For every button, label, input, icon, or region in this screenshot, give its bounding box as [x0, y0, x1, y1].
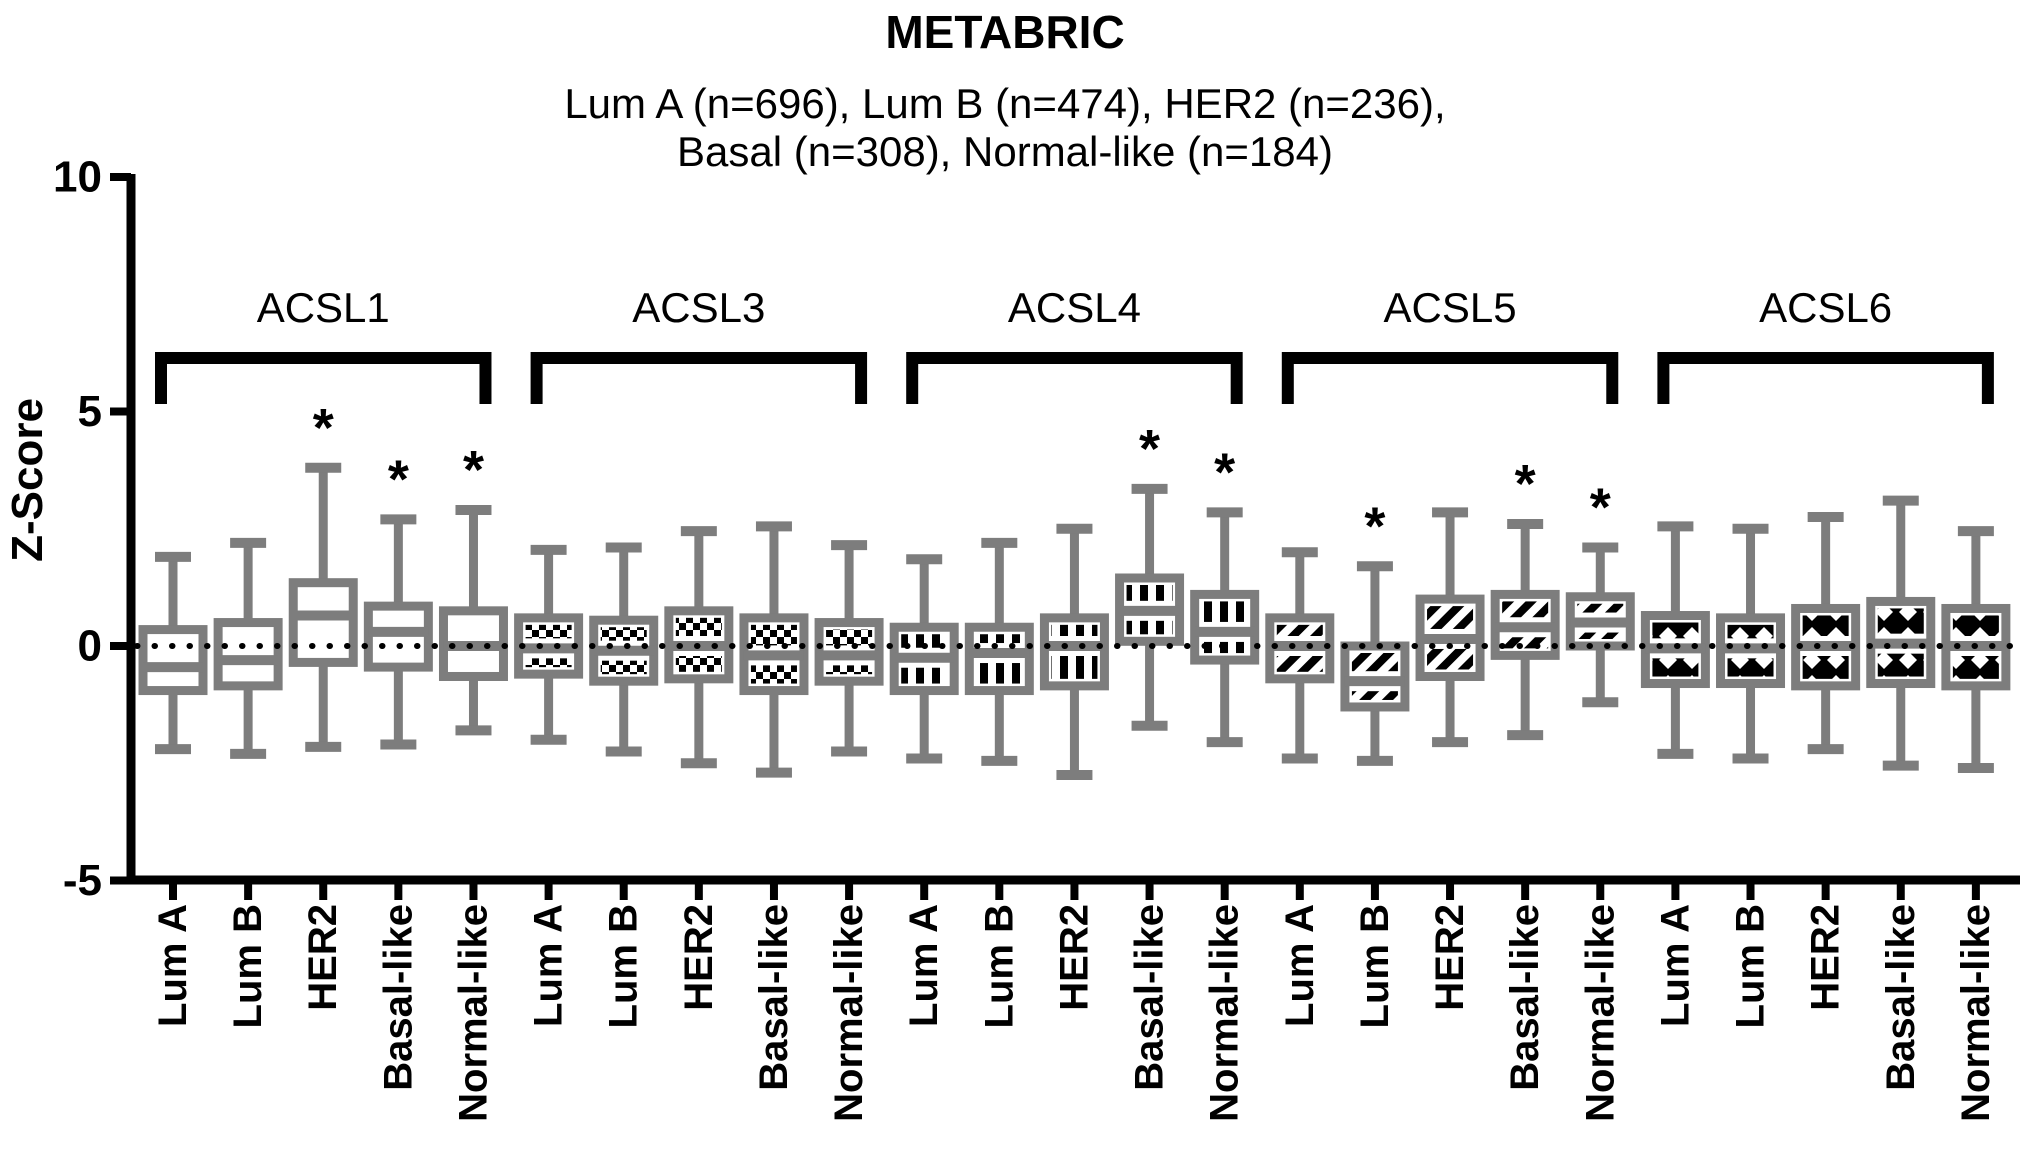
box-open — [293, 583, 353, 663]
x-tick-label: HER2 — [676, 904, 721, 1011]
significance-asterisk: * — [462, 439, 484, 500]
x-tick-label: Lum B — [226, 904, 271, 1029]
x-tick-label: Normal-like — [1578, 904, 1623, 1122]
x-tick-label: Lum B — [977, 904, 1022, 1029]
gene-bracket — [912, 358, 1236, 404]
x-tick-label: Lum A — [151, 904, 195, 1027]
y-tick-label: -5 — [62, 856, 102, 905]
gene-label: ACSL4 — [1007, 284, 1141, 331]
x-tick-label: Basal-like — [751, 904, 796, 1091]
x-tick-label: Lum B — [1728, 904, 1773, 1029]
significance-asterisk: * — [312, 397, 334, 458]
y-tick-label: 5 — [77, 387, 102, 436]
x-tick-label: Lum A — [1653, 904, 1698, 1027]
x-tick-label: Lum A — [902, 904, 947, 1027]
x-tick-label: Lum B — [601, 904, 646, 1029]
x-tick-label: Lum A — [1277, 904, 1322, 1027]
significance-asterisk: * — [1514, 454, 1536, 515]
x-tick-label: HER2 — [1428, 904, 1473, 1011]
gene-bracket — [1288, 358, 1612, 404]
x-tick-label: Normal-like — [1202, 904, 1247, 1122]
y-axis-label: Z-Score — [3, 398, 52, 562]
x-tick-label: Normal-like — [827, 904, 872, 1122]
x-tick-label: Normal-like — [451, 904, 496, 1122]
chart-title: METABRIC — [885, 6, 1125, 58]
gene-label: ACSL5 — [1383, 284, 1517, 331]
x-tick-label: HER2 — [301, 904, 346, 1011]
chart-subtitle-line1: Lum A (n=696), Lum B (n=474), HER2 (n=236), — [564, 80, 1446, 127]
box-open — [218, 623, 278, 686]
x-tick-label: Basal-like — [376, 904, 421, 1091]
x-tick-label: Lum A — [526, 904, 571, 1027]
significance-asterisk: * — [1364, 496, 1386, 557]
box-open — [143, 630, 203, 691]
y-tick-label: 10 — [53, 152, 102, 202]
significance-asterisk: * — [1139, 418, 1161, 479]
x-tick-label: Lum B — [1352, 904, 1397, 1029]
chart-subtitle-line2: Basal (n=308), Normal-like (n=184) — [677, 128, 1333, 175]
plot-area — [53, 153, 2026, 1122]
gene-label: ACSL6 — [1759, 284, 1893, 331]
x-tick-label: Basal-like — [1503, 904, 1548, 1091]
x-tick-label: Basal-like — [1127, 904, 1172, 1091]
gene-bracket — [1663, 358, 1987, 404]
x-tick-label: Normal-like — [1953, 904, 1998, 1122]
y-tick-label: 0 — [77, 621, 102, 671]
x-tick-label: HER2 — [1803, 904, 1848, 1011]
significance-asterisk: * — [1589, 477, 1611, 538]
gene-label: ACSL3 — [632, 284, 766, 331]
gene-bracket — [537, 358, 861, 404]
significance-asterisk: * — [1214, 442, 1236, 503]
x-tick-label: Basal-like — [1878, 904, 1923, 1091]
x-tick-label: HER2 — [1052, 904, 1097, 1011]
gene-label: ACSL1 — [256, 284, 390, 331]
significance-asterisk: * — [387, 449, 409, 510]
